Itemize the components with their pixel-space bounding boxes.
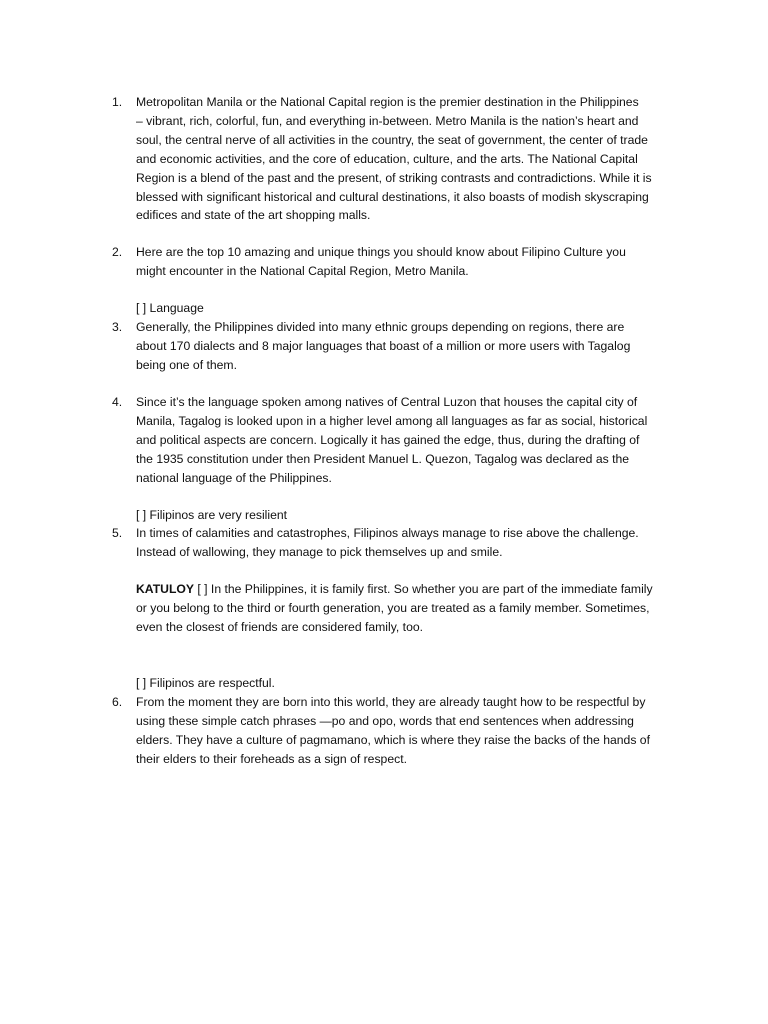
item-4-number: 4. — [112, 395, 123, 409]
item-6-number: 6. — [112, 695, 123, 709]
item-1-text: Metropolitan Manila or the National Capital region is the premier destination in the Philippines – vibrant, rich, colorful, fun, and everything in-between. Metro Manila is the nation’s heart and soul, the central nerve of all activities in the country, the seat of government, the center of trade and economic activities, and the core of education, culture, and the arts. The National Capital Region is a blend of the past and the present, of striking contrasts and contradictions. While it is blessed with significant historical and cultural destinations, it also boasts of modish skyscraping edifices and state of the art shopping malls. — [136, 95, 652, 223]
heading-resilient: [ ] Filipinos are very resilient — [136, 508, 288, 522]
item-2-number: 2. — [112, 245, 123, 259]
item-3-number: 3. — [112, 320, 123, 334]
katuloy-label: KATULOY — [136, 582, 194, 596]
item-4-text: Since it’s the language spoken among natives of Central Luzon that houses the capital city of Manila, Tagalog is looked upon in a higher level among all languages as far as social, historical and political aspects are concern. Logically it has gained the edge, thus, during the drafting of the 1935 constitution under then President Manuel L. Quezon, Tagalog was declared as the national language of the Philippines. — [136, 395, 648, 485]
katuloy-text: [ ] In the Philippines, it is family first. So whether you are part of the immediate family or you belong to the third or fourth generation, you are treated as a family member. Sometimes, even the closest of friends are considered family, too. — [136, 582, 653, 634]
item-5-number: 5. — [112, 526, 123, 540]
item-3-text: Generally, the Philippines divided into many ethnic groups depending on regions, there are about 170 dialects and 8 major languages that boast of a million or more users with Tagalog being one of them. — [136, 320, 631, 372]
item-2-text: Here are the top 10 amazing and unique things you should know about Filipino Culture you might encounter in the National Capital Region, Metro Manila. — [136, 245, 626, 278]
heading-language: [ ] Language — [136, 301, 204, 315]
item-1-number: 1. — [112, 95, 123, 109]
item-6-text: From the moment they are born into this world, they are already taught how to be respectful by using these simple catch phrases —po and opo, words that end sentences when addressing elders. They have a culture of pagmamano, which is where they raise the backs of the hands of their elders to their foreheads as a sign of respect. — [136, 695, 650, 766]
heading-respectful: [ ] Filipinos are respectful. — [136, 676, 275, 690]
katuloy-paragraph — [136, 580, 676, 637]
item-5-text: In times of calamities and catastrophes, Filipinos always manage to rise above the challenge. Instead of wallowing, they manage to pick themselves up and smile. — [136, 526, 639, 559]
